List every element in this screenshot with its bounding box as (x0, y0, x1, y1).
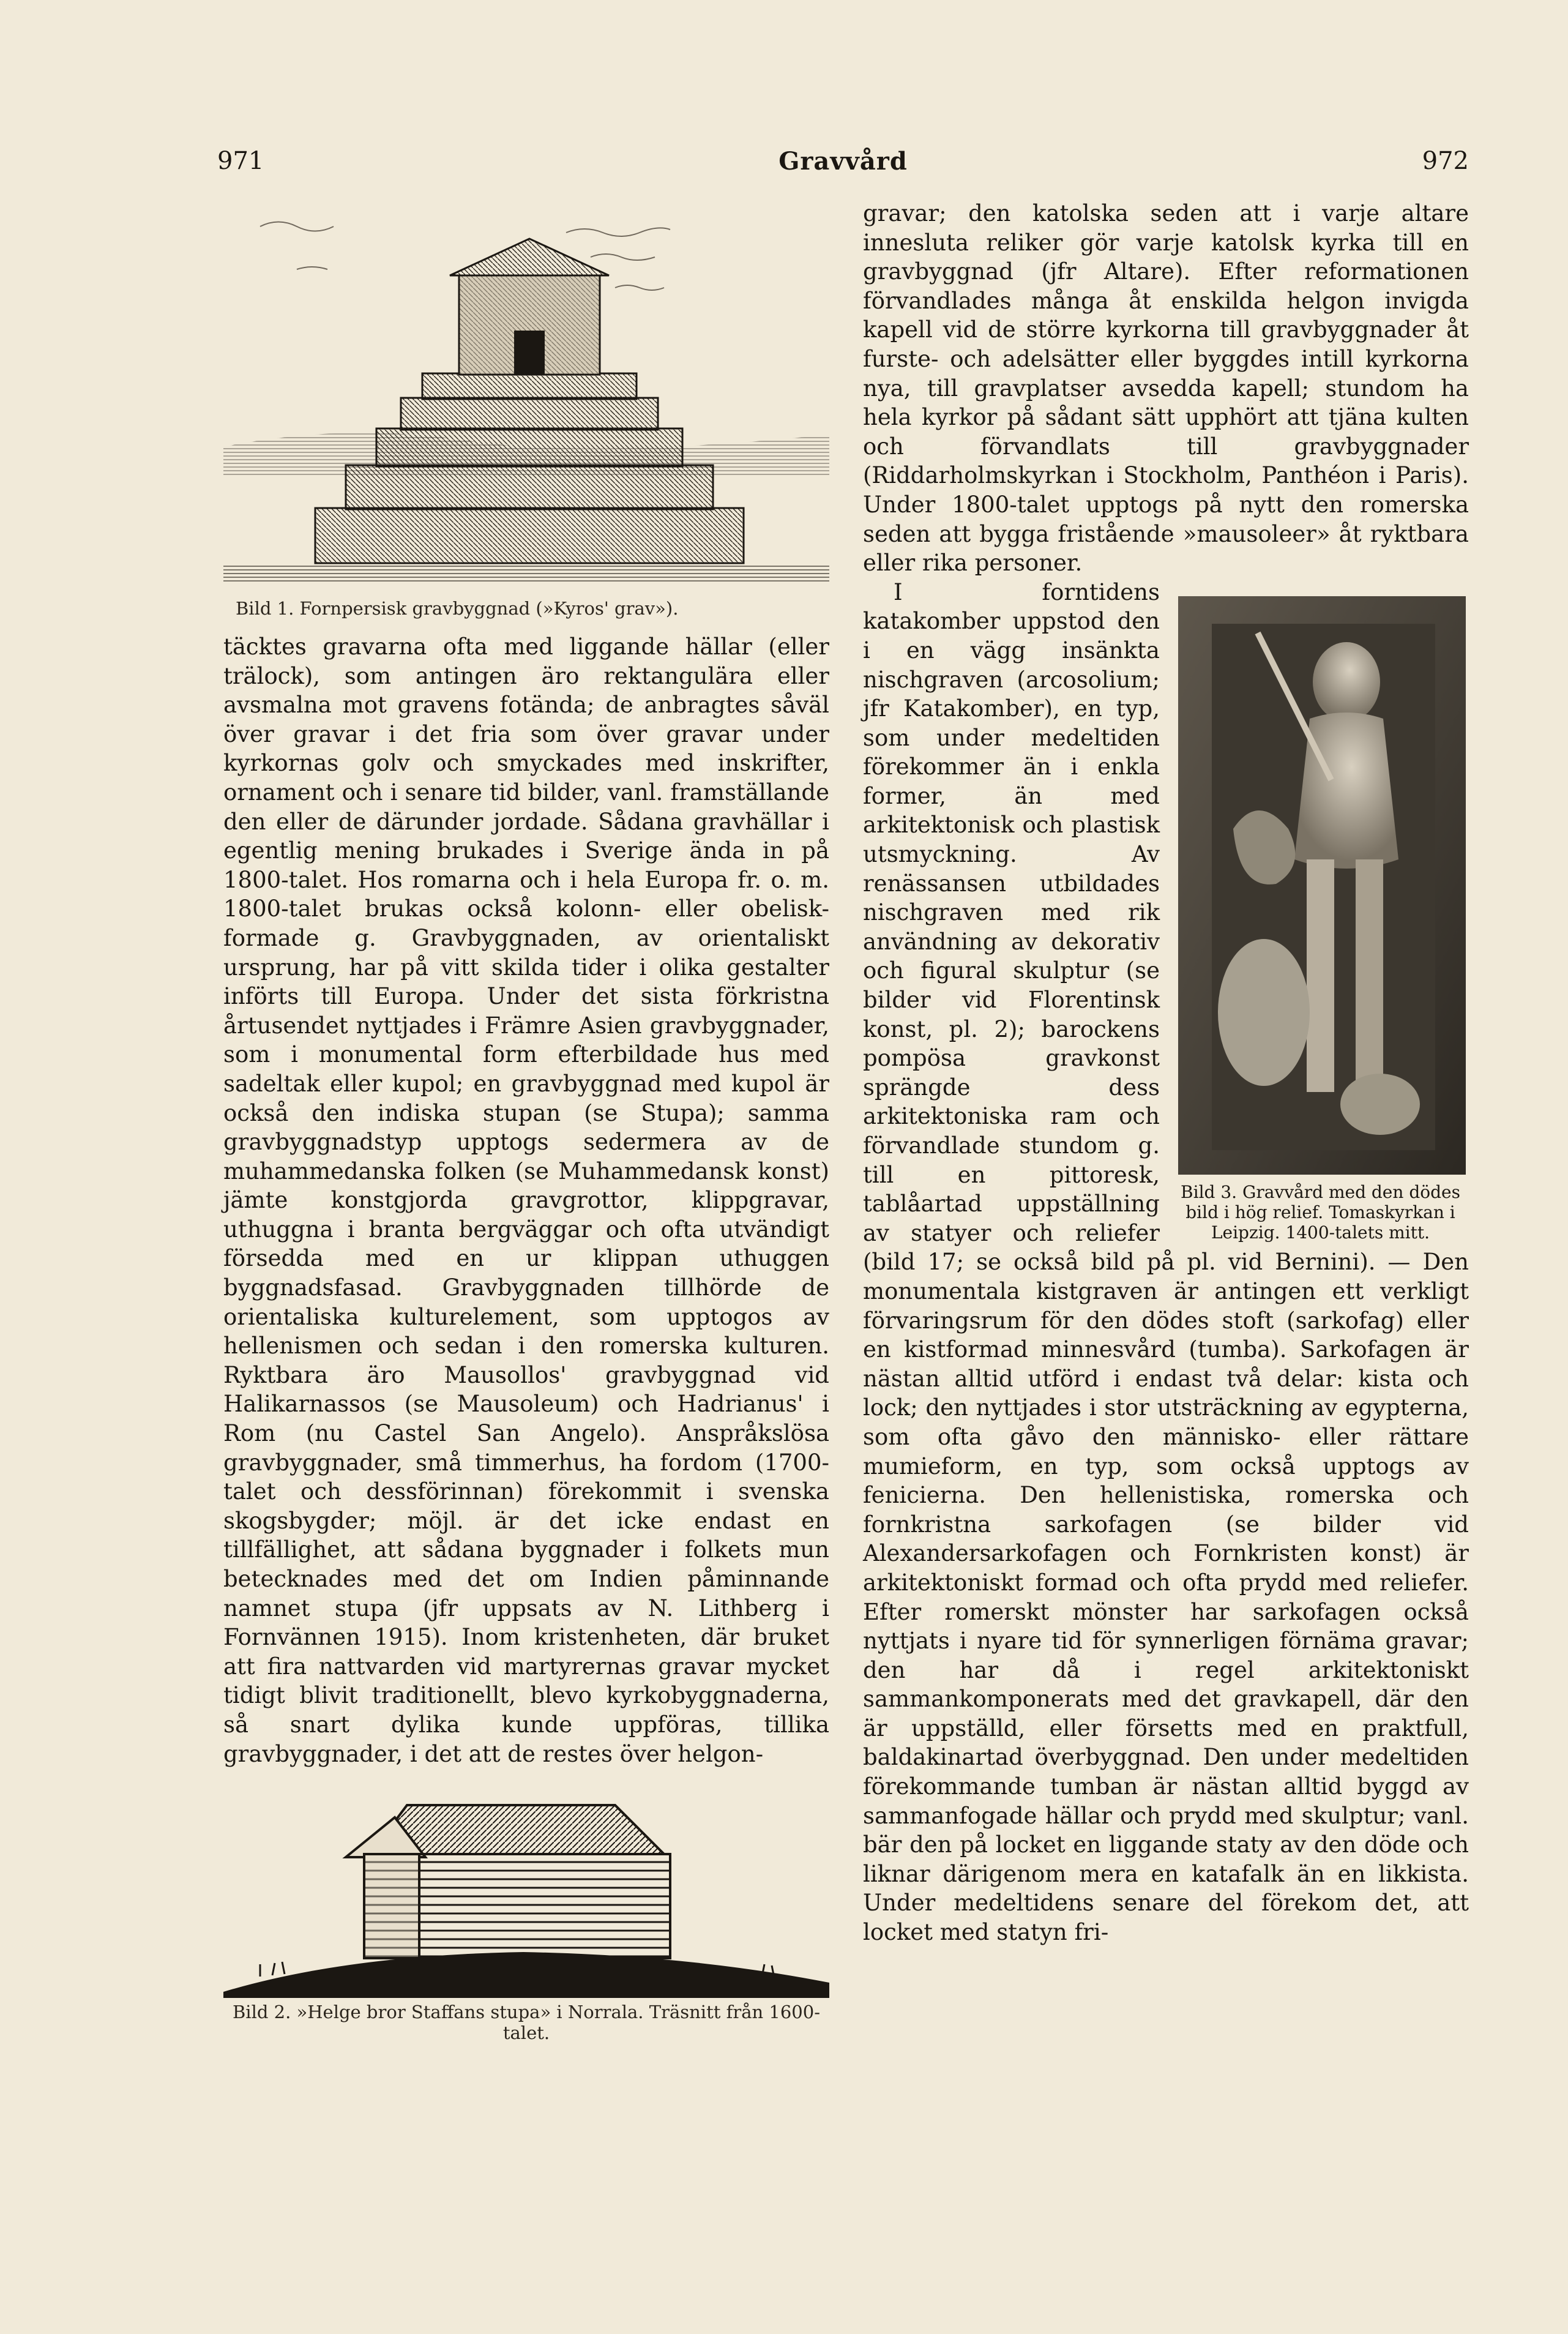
figure-2-caption: Bild 2. »Helge bror Staffans stupa» i Norrala. Träsnitt från 1600-talet. (232, 2002, 820, 2044)
knight-relief-photo (1178, 596, 1466, 1175)
running-header (217, 147, 1469, 190)
page-title: Gravvård (778, 147, 908, 176)
right-column (863, 199, 1469, 1947)
page-number-left: 971 (217, 147, 264, 175)
figure-2-stupa-woodcut (223, 1781, 829, 1998)
right-column-paragraph-2: I forntidens katakomber uppstod den i en vägg insänkta nischgraven (arcosolium; jfr Katakomber), en typ, som under medeltiden förekommer än i enkla former, än med arkitektonisk och plastisk utsmyckning. Av renässansen utbildades nischgraven med rik användning av dekorativ och figural skulptur (se bilder vid Florentinsk konst, pl. 2); barockens pompösa gravkonst sprängde dess arkitektoniska ram och förvandlade stundom g. till en pittoresk, tablåartad uppställning av statyer och reliefer (bild 17; se också bild på pl. vid Bernini). — Den monumentala kistgraven är antingen ett verkligt förvaringsrum för den dödes stoft (sarkofag) eller en kistformad minnesvård (tumba). Sarkofagen är nästan alltid utförd i endast två delar: kista och lock; den nyttjades i stor utsträckning av egypterna, som ofta gåvo den människo- eller rättare mumieform, en typ, som också upptogs av fenicierna. Den hellenistiska, romerska och fornkristna sarkofagen (se bilder vid Alexandersarkofagen och Fornkristen konst) är arkitektoniskt formad och ofta prydd med reliefer. Efter romerskt mönster har sarkofagen också nyttjats i nyare tid för synnerligen förnäma gravar; den har då i regel arkitektoniskt sammankomponerats med det gravkapell, där den är uppställd, eller försetts med en praktfull, baldakinartad överbyggnad. Den under medeltiden förekommande tumban är nästan alltid byggd av sammanfogade hällar och prydd med skulptur; vanl. bär den på locket en liggande staty av den döde och liknar därigenom mera en katafalk än en likkista. Under medeltidens senare del förekom det, att locket med statyn fri- (863, 578, 1469, 1946)
left-column-text: täcktes gravarna ofta med liggande hällar (eller trälock), som antingen äro rektangulära eller avsmalna mot gravens fotända; de anbragtes såväl över gravar i det fria som över gravar under kyrkornas golv och smyckades med inskrifter, ornament och i senare tid bilder, vanl. framställande den eller de därunder jordade. Sådana gravhällar i egentlig mening brukades i Sverige ända in på 1800-talet. Hos romarna och i hela Europa fr. o. m. 1800-talet brukas också kolonn- eller obelisk-formade g. Gravbyggnaden, av orientaliskt ursprung, har på vitt skilda tider i olika gestalter införts till Europa. Under det sista förkristna årtusendet nyttjades i Främre Asien gravbyggnader, som i monumental form efterbildade hus med sadeltak eller kupol; en gravbyggnad med kupol är också den indiska stupan (se Stupa); samma gravbyggnadstyp upptogs sedermera av de muhammedanska folken (se Muhammedansk konst) jämte konstgjorda gravgrottor, klippgravar, uthuggna i branta bergväggar och ofta utvändigt försedda med en ur klippan uthuggen byggnadsfasad. Gravbyggnaden tillhörde de orientaliska kulturelement, som upptogos av hellenismen och sedan i den romerska kulturen. Ryktbara äro Mausollos' gravbyggnad vid Halikarnassos (se Mausoleum) och Hadrianus' i Rom (nu Castel San Angelo). Anspråkslösa gravbyggnader, små timmerhus, ha fordom (1700-talet och dessförinnan) förekommit i svenska skogsbygder; möjl. är det icke endast en tillfällighet, att sådana byggnader i folkets mun betecknades med det om Indien påminnande namnet stupa (jfr uppsats av N. Lithberg i Fornvännen 1915). Inom kristenheten, där bruket att fira nattvarden vid martyrernas gravar mycket tidigt blivit traditionellt, blevo kyrkobyggnaderna, så snart dylika kunde uppföras, tillika gravbyggnader, i det att de restes över helgon- (223, 634, 829, 1767)
tomb-engraving-image (223, 190, 829, 591)
page-number-right: 972 (1422, 147, 1469, 175)
figure-1-tomb-of-cyrus (223, 190, 829, 591)
stupa-woodcut-image (223, 1781, 829, 1998)
figure-1-caption: Bild 1. Fornpersisk gravbyggnad (»Kyros' grav»). (236, 598, 679, 619)
figure-3-relief (1172, 596, 1469, 1243)
right-column-paragraph-1: gravar; den katolska seden att i varje altare innesluta reliker gör varje katolsk kyrka till en gravbyggnad (jfr Altare). Efter reformationen förvandlades många åt enskilda helgon invigda kapell vid de större kyrkorna till gravbyggnader åt furste- och adelsätter eller byggdes intill kyrkorna nya, till gravplatser avsedda kapell; stundom ha hela kyrkor på sådant sätt upphört att tjäna kulten och förvandlats till gravbyggnader (Riddarholmskyrkan i Stockholm, Panthéon i Paris). Under 1800-talet upptogs på nytt den romerska seden att bygga fristående »mausoleer» åt ryktbara eller rika personer. (863, 200, 1469, 577)
left-column (223, 190, 829, 2043)
figure-3-caption: Bild 3. Gravvård med den dödes bild i hög relief. Tomaskyrkan i Leipzig. 1400-talets mitt. (1181, 1181, 1460, 1243)
